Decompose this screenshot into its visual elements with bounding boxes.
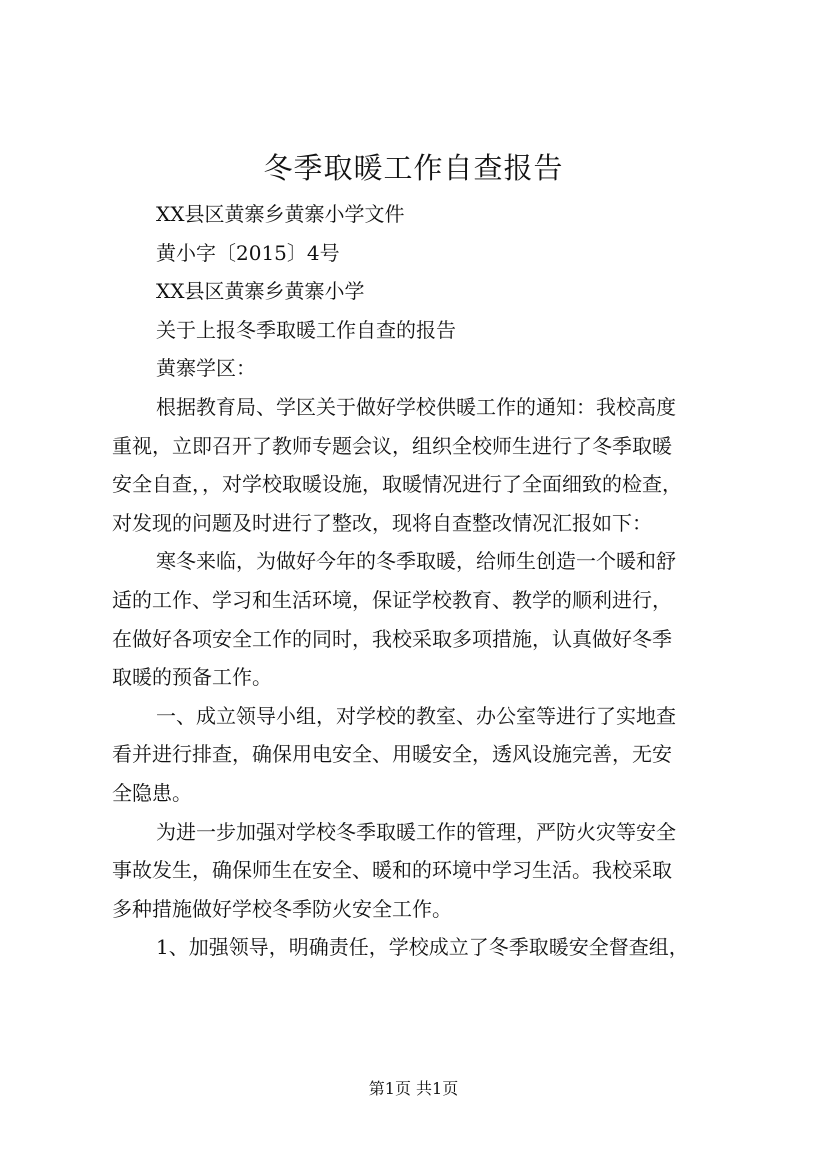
body-line: 事故发生，确保师生在安全、暖和的环境中学习生活。我校采取 bbox=[112, 858, 672, 883]
body-line: 黄小字〔2015〕4号 bbox=[156, 240, 340, 265]
body-line: 多种措施做好学校冬季防火安全工作。 bbox=[112, 896, 452, 921]
body-line: XX县区黄寨乡黄寨小学文件 bbox=[156, 202, 405, 226]
body-line: 安全自查，，对学校取暖设施，取暖情况进行了全面细致的检查， bbox=[112, 472, 682, 497]
page-number-footer: 第1页 共1页 bbox=[368, 1079, 459, 1098]
document-body bbox=[112, 195, 734, 967]
document-title: 冬季取暖工作自查报告 bbox=[263, 151, 564, 185]
body-line: 取暖的预备工作。 bbox=[112, 665, 272, 690]
body-line: 1、加强领导，明确责任，学校成立了冬季取暖安全督查组， bbox=[156, 935, 689, 960]
body-line: 寒冬来临，为做好今年的冬季取暖，给师生创造一个暖和舒 bbox=[156, 549, 676, 574]
body-line: 一、成立领导小组，对学校的教室、办公室等进行了实地查 bbox=[156, 703, 676, 728]
body-line: 为进一步加强对学校冬季取暖工作的管理，严防火灾等安全 bbox=[156, 819, 676, 844]
body-line: XX县区黄寨乡黄寨小学 bbox=[156, 279, 365, 304]
body-line: 在做好各项安全工作的同时，我校采取多项措施，认真做好冬季 bbox=[112, 626, 672, 651]
body-line: 黄寨学区： bbox=[156, 356, 256, 381]
body-line: 对发现的问题及时进行了整改，现将自查整改情况汇报如下： bbox=[112, 510, 652, 535]
body-line: 重视，立即召开了教师专题会议，组织全校师生进行了冬季取暖 bbox=[112, 433, 672, 458]
body-line: 根据教育局、学区关于做好学校供暖工作的通知：我校高度 bbox=[156, 394, 676, 419]
body-line: 看并进行排查，确保用电安全、用暖安全，透风设施完善，无安 bbox=[112, 742, 672, 767]
body-line: 适的工作、学习和生活环境，保证学校教育、教学的顺利进行， bbox=[112, 587, 672, 612]
body-line: 关于上报冬季取暖工作自查的报告 bbox=[156, 317, 456, 342]
body-line: 全隐患。 bbox=[112, 780, 192, 805]
